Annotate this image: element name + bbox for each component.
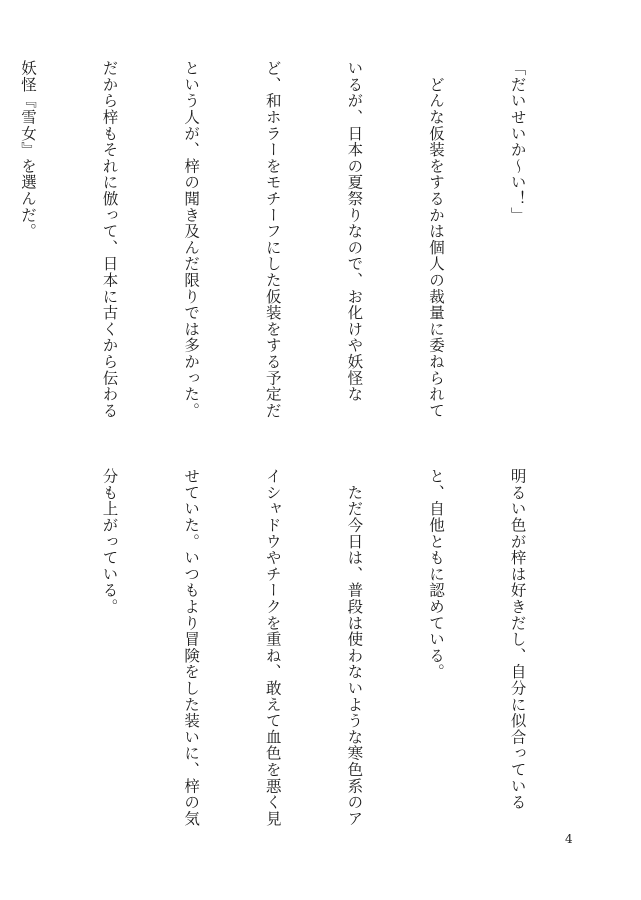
text-line: いるが、日本の夏祭りなので、お化けや妖怪な — [345, 60, 364, 403]
text-line: と、自他ともに認めている。 — [426, 468, 445, 680]
text-line: ど、和ホラーをモチーフにした仮装をする予定だ — [263, 60, 282, 419]
upper-text-block — [0, 60, 585, 440]
text-line: せていた。いつもより冒険をした装いに、梓の気 — [182, 468, 201, 827]
lower-text-block — [0, 468, 585, 828]
text-line: イシャドウやチークを重ね、敢えて血色を悪く見 — [263, 468, 282, 827]
text-line: 妖怪『雪女』を選んだ。 — [18, 60, 37, 240]
text-line: という人が、梓の聞き及んだ限りでは多かった。 — [182, 60, 201, 419]
text-line: だから梓もそれに倣って、日本に古くから伝わる — [100, 60, 119, 419]
text-line: 分も上がっている。 — [100, 468, 119, 615]
text-line: 明るい色が梓は好きだし、自分に似合っている — [508, 468, 527, 811]
text-line: ただ今日は、普段は使わないような寒色系のア — [345, 468, 364, 827]
text-line: 「だいせいか～い！」 — [508, 60, 527, 223]
page-number: 4 — [565, 832, 573, 846]
text-line: どんな仮装をするかは個人の裁量に委ねられて — [426, 60, 445, 419]
